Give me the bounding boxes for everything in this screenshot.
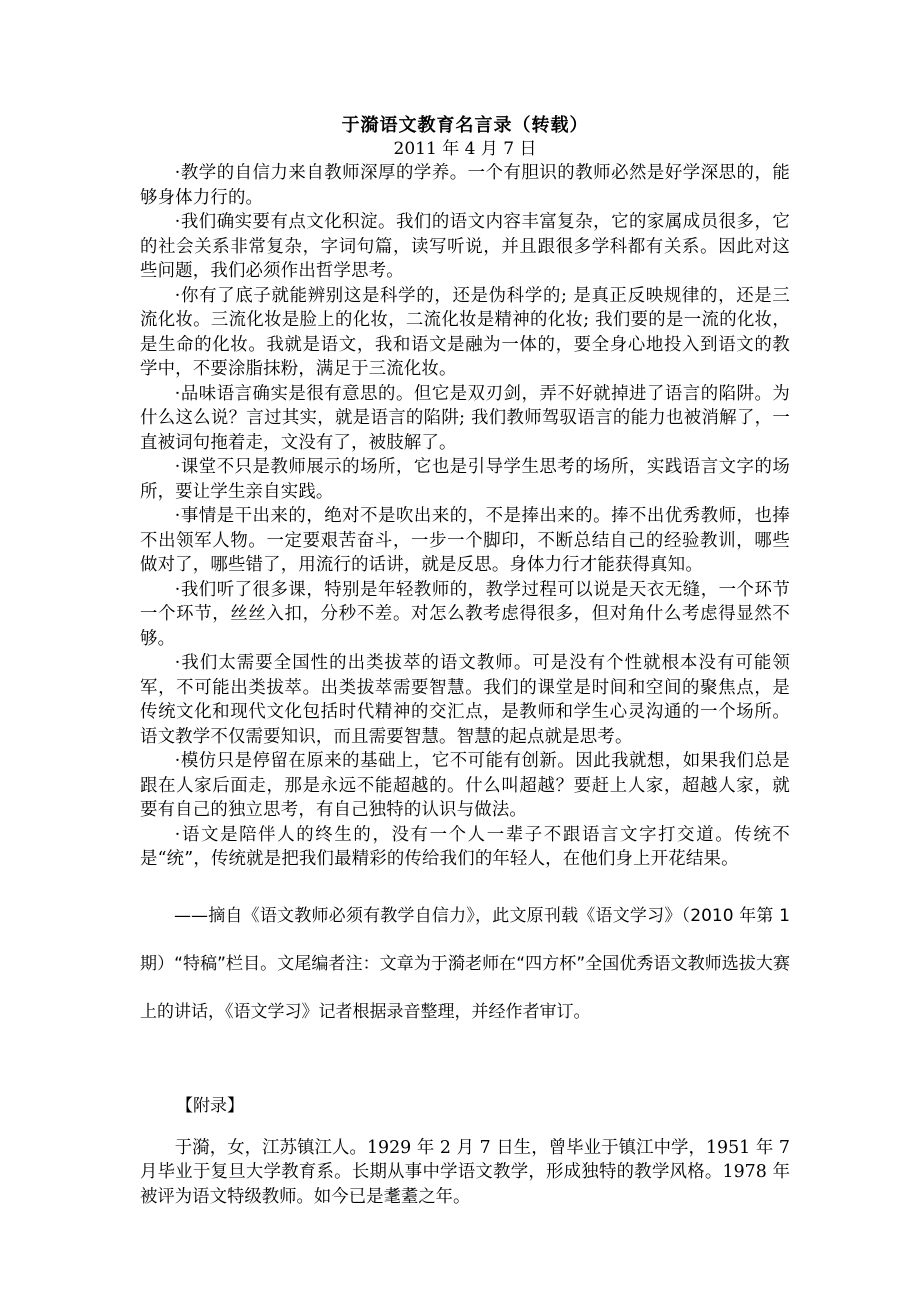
quote-paragraph: ·我们确实要有点文化积淀。我们的语文内容丰富复杂，它的家属成员很多，它的社会关系非常复杂，字词句篇，读写听说，并且跟很多学科都有关系。因此对这些问题，我们必须作出哲学思考。 xyxy=(140,212,790,281)
quote-paragraph: ·我们听了很多课，特别是年轻教师的，教学过程可以说是天衣无缝，一个环节一个环节，丝丝入扣，分秒不差。对怎么教考虑得很多，但对角什么考虑得显然不够。 xyxy=(140,579,790,649)
quote-paragraph: ·你有了底子就能辨别这是科学的，还是伪科学的; 是真正反映规律的，还是三流化妆。三流化妆是脸上的化妆，二流化妆是精神的化妆; 我们要的是一流的化妆，是生命的化妆。我就是语文，我和语文是融为一体的，要全身心地投入到语文的教学中，不要涂脂抹粉，满足于三流化妆。 xyxy=(140,285,790,379)
quote-paragraph: ·课堂不只是教师展示的场所，它也是引导学生思考的场所，实践语言文字的场所，要让学生亲自实践。 xyxy=(140,457,790,502)
quote-paragraph: ·模仿只是停留在原来的基础上，它不可能有创新。因此我就想，如果我们总是跟在人家后面走，那是永远不能超越的。什么叫超越？要赶上人家，超越人家，就要有自己的独立思考，有自己独特的认识与做法。 xyxy=(140,751,790,820)
document-title: 于漪语文教育名言录（转载） xyxy=(341,115,589,136)
quote-paragraph: ·事情是干出来的，绝对不是吹出来的，不是捧出来的。捧不出优秀教师，也捧不出领军人物。一定要艰苦奋斗，一步一个脚印，不断总结自己的经验教训，哪些做对了，哪些错了，用流行的话讲，就是反思。身体力行才能获得真知。 xyxy=(140,506,790,575)
quote-paragraph: ·品味语言确实是很有意思的。但它是双刃剑，弄不好就掉进了语言的陷阱。为什么这么说？言过其实，就是语言的陷阱; 我们教师驾驭语言的能力也被消解了，一直被词句拖着走，文没有了，被肢解了。 xyxy=(140,383,790,453)
quote-paragraph: ·教学的自信力来自教师深厚的学养。一个有胆识的教师必然是好学深思的，能够身体力行的。 xyxy=(140,163,790,208)
appendix-heading: 【附录】 xyxy=(176,1095,244,1116)
quote-paragraph: ·语文是陪伴人的终生的，没有一个人一辈子不跟语言文字打交道。传统不是“统”，传统就是把我们最精彩的传给我们的年轻人，在他们身上开花结果。 xyxy=(140,824,790,869)
document-date: 2011 年 4 月 7 日 xyxy=(393,139,537,159)
source-note: ——摘自《语文教师必须有教学自信力》，此文原刊载《语文学习》（2010 年第 1 期）“特稿”栏目。文尾编者注：文章为于漪老师在“四方杯”全国优秀语文教师选拔大赛上的讲话，《语文学习》记者根据录音整理，并经作者审订。 xyxy=(140,905,790,1022)
quote-paragraph: ·我们太需要全国性的出类拔萃的语文教师。可是没有个性就根本没有可能领军，不可能出类拔萃。出类拔萃需要智慧。我们的课堂是时间和空间的聚焦点，是传统文化和现代文化包括时代精神的交汇点，是教师和学生心灵沟通的一个场所。语文教学不仅需要知识，而且需要智慧。智慧的起点就是思考。 xyxy=(140,653,790,747)
quote-list xyxy=(140,161,790,872)
appendix-biography: 于漪，女，江苏镇江人。1929 年 2 月 7 日生，曾毕业于镇江中学，1951 年 7 月毕业于复旦大学教育系。长期从事中学语文教学，形成独特的教学风格。1978 年被评为语文特级教师。如今已是耄耋之年。 xyxy=(140,1137,790,1207)
document-body xyxy=(140,110,790,1209)
